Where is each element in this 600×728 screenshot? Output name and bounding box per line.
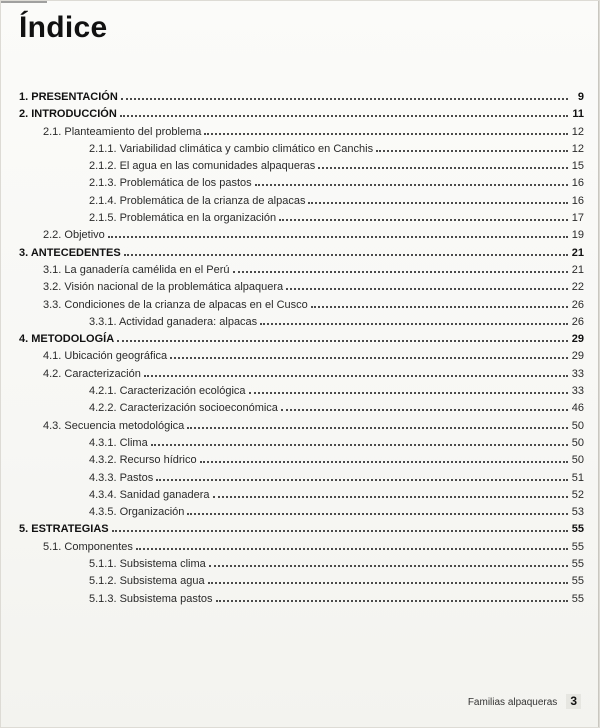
toc-entry-page: 16 <box>571 194 584 207</box>
toc-entry-label: 4.3.5. Organización <box>89 506 185 519</box>
toc-entry-label: 5.1.1. Subsistema clima <box>89 558 206 571</box>
toc-entry-label: 2.1.4. Problemática de la crianza de alpacas <box>89 194 306 207</box>
toc-entry-page: 12 <box>571 142 584 155</box>
toc-entry-label: 4.3.2. Recurso hídrico <box>89 454 197 467</box>
toc-leader-dots <box>124 254 568 256</box>
toc-entry <box>19 158 584 175</box>
toc-entry-page: 55 <box>571 558 584 571</box>
toc-entry-label: 2.2. Objetivo <box>43 229 105 242</box>
toc-entry <box>19 418 584 435</box>
toc-entry-page: 29 <box>571 350 584 363</box>
toc-leader-dots <box>136 548 568 550</box>
toc-leader-dots <box>279 219 568 221</box>
toc-entry <box>19 193 584 210</box>
toc-leader-dots <box>281 409 568 411</box>
toc-entry <box>19 487 584 504</box>
toc-entry-label: 4.2.2. Caracterización socioeconómica <box>89 402 278 415</box>
toc-entry-page: 29 <box>571 333 584 346</box>
toc-leader-dots <box>108 236 568 238</box>
toc-entry <box>19 314 584 331</box>
toc-entry-page: 55 <box>571 523 584 536</box>
toc-entry-label: 5.1.2. Subsistema agua <box>89 575 205 588</box>
toc-entry <box>19 366 584 383</box>
toc-entry-label: 2.1.5. Problemática en la organización <box>89 212 277 225</box>
toc-leader-dots <box>112 530 568 532</box>
toc-entry-page: 33 <box>571 367 584 380</box>
toc-entry-label: 4.2. Caracterización <box>43 367 141 380</box>
toc-entry-page: 46 <box>571 402 584 415</box>
toc-entry-label: 4.3.1. Clima <box>89 436 148 449</box>
toc-entry <box>19 89 584 106</box>
toc-entry-page: 55 <box>571 540 584 553</box>
toc-entry-page: 50 <box>571 436 584 449</box>
toc-leader-dots <box>209 565 568 567</box>
toc-leader-dots <box>208 582 568 584</box>
toc-entry-page: 21 <box>571 246 584 259</box>
toc-entry-label: 5.1. Componentes <box>43 540 133 553</box>
toc-entry-page: 33 <box>571 385 584 398</box>
toc-entry-label: 2.1.1. Variabilidad climática y cambio climático en Canchis <box>89 142 374 155</box>
toc-entry-label: 5. ESTRATEGIAS <box>19 523 109 536</box>
toc-entry-page: 11 <box>572 108 584 121</box>
toc-leader-dots <box>151 444 568 446</box>
toc-entry <box>19 400 584 417</box>
toc-leader-dots <box>318 167 568 169</box>
toc-leader-dots <box>121 98 568 100</box>
toc-leader-dots <box>286 288 568 290</box>
toc-entry <box>19 227 584 244</box>
toc-entry <box>19 141 584 158</box>
toc-leader-dots <box>376 150 568 152</box>
toc-entry <box>19 539 584 556</box>
toc-entry-label: 4.3.4. Sanidad ganadera <box>89 488 210 501</box>
toc-leader-dots <box>170 357 568 359</box>
toc-entry-page: 22 <box>571 281 584 294</box>
toc-entry <box>19 504 584 521</box>
toc-entry-label: 2.1. Planteamiento del problema <box>43 125 202 138</box>
toc-entry-label: 2.1.3. Problemática de los pastos <box>89 177 252 190</box>
toc-entry <box>19 573 584 590</box>
toc-entry-page: 55 <box>571 575 584 588</box>
toc-entry <box>19 470 584 487</box>
toc-leader-dots <box>120 115 568 117</box>
toc-entry-label: 2. INTRODUCCIÓN <box>19 108 117 121</box>
scan-edge-artifact <box>598 1 599 727</box>
toc-leader-dots <box>308 202 568 204</box>
toc-entry <box>19 383 584 400</box>
toc-entry <box>19 106 584 123</box>
toc-entry-page: 26 <box>571 315 584 328</box>
toc-entry <box>19 331 584 348</box>
toc-leader-dots <box>216 600 568 602</box>
toc-entry-label: 3.2. Visión nacional de la problemática alpaquera <box>43 281 284 294</box>
toc-entry-label: 4.3. Secuencia metodológica <box>43 419 185 432</box>
toc-entry <box>19 435 584 452</box>
toc-entry <box>19 591 584 608</box>
toc-entry-label: 2.1.2. El agua en las comunidades alpaqueras <box>89 160 316 173</box>
toc-entry-label: 3.1. La ganadería camélida en el Perú <box>43 263 230 276</box>
toc-entry <box>19 279 584 296</box>
toc-leader-dots <box>260 323 568 325</box>
toc-entry-label: 3. ANTECEDENTES <box>19 246 121 259</box>
scan-edge-artifact <box>1 1 47 3</box>
toc-leader-dots <box>117 340 568 342</box>
toc-entry <box>19 175 584 192</box>
toc-entry-label: 4.2.1. Caracterización ecológica <box>89 385 246 398</box>
toc-leader-dots <box>204 133 568 135</box>
toc-entry-label: 4.1. Ubicación geográfica <box>43 350 168 363</box>
page-footer <box>468 694 581 709</box>
toc-entry <box>19 262 584 279</box>
toc-entry-page: 52 <box>571 488 584 501</box>
toc-entry-label: 3.3.1. Actividad ganadera: alpacas <box>89 315 258 328</box>
page-title: Índice <box>19 11 108 44</box>
toc-entry <box>19 210 584 227</box>
toc-leader-dots <box>213 496 569 498</box>
toc-entry-label: 5.1.3. Subsistema pastos <box>89 592 213 605</box>
toc-entry-page: 17 <box>571 212 584 225</box>
toc-entry-page: 21 <box>571 263 584 276</box>
toc-leader-dots <box>200 461 568 463</box>
toc-entry <box>19 245 584 262</box>
toc-leader-dots <box>156 479 568 481</box>
toc-entry-page: 53 <box>571 506 584 519</box>
toc-entry-page: 50 <box>571 454 584 467</box>
footer-page-number: 3 <box>566 694 581 709</box>
toc-entry <box>19 297 584 314</box>
toc-entry <box>19 521 584 538</box>
toc-entry-page: 55 <box>571 592 584 605</box>
toc-entry <box>19 348 584 365</box>
toc-entry-label: 4.3.3. Pastos <box>89 471 154 484</box>
toc-entry-label: 3.3. Condiciones de la crianza de alpacas en el Cusco <box>43 298 308 311</box>
toc-entry-page: 16 <box>571 177 584 190</box>
toc-leader-dots <box>144 375 568 377</box>
toc-entry-page: 51 <box>571 471 584 484</box>
toc-entry <box>19 124 584 141</box>
toc-entry <box>19 452 584 469</box>
toc-leader-dots <box>311 306 568 308</box>
toc-leader-dots <box>187 427 568 429</box>
toc-entry <box>19 556 584 573</box>
toc-entry-label: 4. METODOLOGÍA <box>19 333 115 346</box>
toc-leader-dots <box>255 184 568 186</box>
toc-leader-dots <box>187 513 568 515</box>
toc-entry-page: 50 <box>571 419 584 432</box>
toc-list <box>19 89 584 608</box>
footer-label: Familias alpaqueras <box>467 697 558 708</box>
toc-entry-page: 9 <box>577 91 584 103</box>
toc-entry-page: 26 <box>571 298 584 311</box>
toc-entry-page: 15 <box>571 160 584 173</box>
toc-entry-label: 1. PRESENTACIÓN <box>19 91 118 103</box>
toc-leader-dots <box>249 392 568 394</box>
toc-entry-page: 12 <box>571 125 584 138</box>
toc-leader-dots <box>233 271 568 273</box>
toc-entry-page: 19 <box>571 229 584 242</box>
